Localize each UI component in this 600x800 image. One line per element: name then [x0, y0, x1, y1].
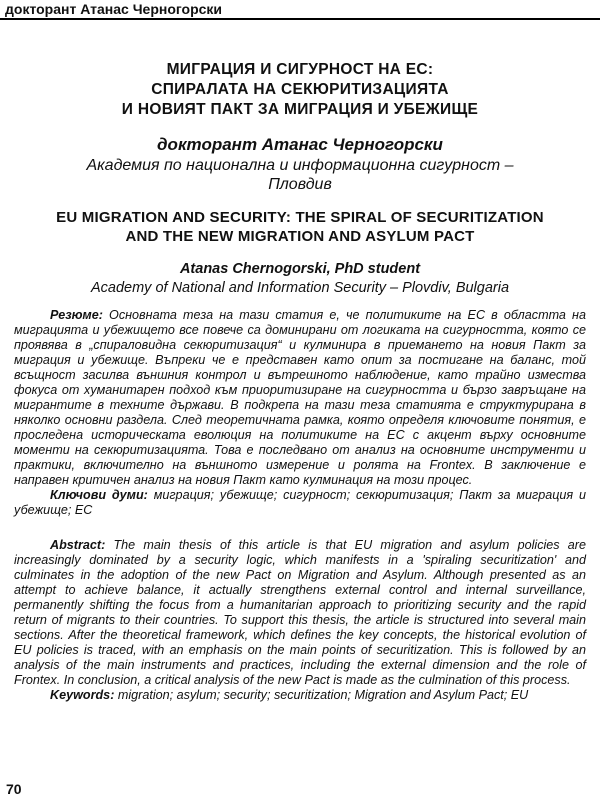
bg-keywords — [14, 488, 586, 518]
bg-abstract — [14, 308, 586, 488]
en-keywords-text: migration; asylum; security; securitization; Migration and Asylum Pact; EU — [114, 688, 529, 702]
bg-affiliation-line: Пловдив — [268, 176, 332, 193]
bg-title — [14, 60, 586, 120]
bg-title-line: СПИРАЛАТА НА СЕКЮРИТИЗАЦИЯТА — [151, 81, 449, 98]
en-abstract-label: Abstract: — [50, 538, 106, 552]
bg-abstract-label: Резюме: — [50, 308, 103, 322]
bg-keywords-label: Ключови думи: — [50, 488, 148, 502]
running-header-text: докторант Атанас Черногорски — [5, 1, 223, 17]
bg-abstract-text: Основната теза на тази статия е, че политиките на ЕС в областта на миграцията и убежището все повече са доминирани от логиката на сигурността, която се проявява в „спираловидна секюритизация“ и кулминира в приемането на новия Пакт за миграция и убежище. Въпреки че е представен като опит за постигане на баланс, той всъщност засилва външния контрол и вътрешното наблюдение, като трайно измества фокуса от хуманитарен подход към приоритизиране на сигурността и бързо завръщане на мигрантите в техните държави. В подкрепа на тази теза статията е структурирана в няколко основни раздела. След теоретичната рамка, която определя ключовите понятия, е проследена историческата еволюция на политиките на ЕС с акцент върху основните моменти на секюритизацията. Това е последвано от анализ на основните инструменти и практики, включително на външното измерение и ролята на Frontex. В заключение е направен критичен анализ на новия Пакт като кулминация на този процес. — [14, 308, 586, 487]
en-abstract — [14, 538, 586, 688]
article-page — [14, 60, 586, 703]
bg-keywords-text: миграция; убежище; сигурност; секюритизация; Пакт за миграция и убежище; ЕС — [14, 488, 587, 517]
bg-author: докторант Атанас Черногорски — [157, 135, 443, 154]
bg-affiliation — [14, 156, 586, 194]
bg-title-line: МИГРАЦИЯ И СИГУРНОСТ НА ЕС: — [166, 61, 434, 78]
running-header — [0, 0, 600, 20]
en-keywords-label: Keywords: — [50, 688, 115, 702]
en-affiliation: Academy of National and Information Security – Plovdiv, Bulgaria — [90, 280, 510, 296]
en-keywords — [14, 688, 586, 703]
en-abstract-text: The main thesis of this article is that EU migration and asylum policies are increasingly dominated by a security logic, which manifests in a 'spiraling securitization' and culminates in the adoption of the new Pact on Migration and Asylum. Although presented as an attempt to achieve balance, it actually strengthens external control and internal surveillance, permanently shifting the focus from a humanitarian approach to prioritizing security and the rapid return of migrants to their countries. To support this thesis, the article is structured into several main sections. After the theoretical framework, which defines the key concepts, the historical evolution of EU policies is traced, with an emphasis on the main points of securitization. This is followed by an analysis of the main instruments and practices, including the external dimension and the role of Frontex. In conclusion, a critical analysis of the new Pact is made as the culmination of this process. — [14, 538, 586, 687]
bg-title-line: И НОВИЯТ ПАКТ ЗА МИГРАЦИЯ И УБЕЖИЩЕ — [121, 101, 479, 118]
en-title-line: EU MIGRATION AND SECURITY: THE SPIRAL OF SECURITIZATION — [56, 209, 544, 226]
bg-affiliation-line: Академия по национална и информационна сигурност – — [86, 157, 514, 174]
en-title-line: AND THE NEW MIGRATION AND ASYLUM PACT — [125, 228, 475, 245]
en-author: Atanas Chernogorski, PhD student — [179, 261, 421, 277]
page-number: 70 — [6, 781, 22, 797]
en-title — [14, 208, 586, 246]
